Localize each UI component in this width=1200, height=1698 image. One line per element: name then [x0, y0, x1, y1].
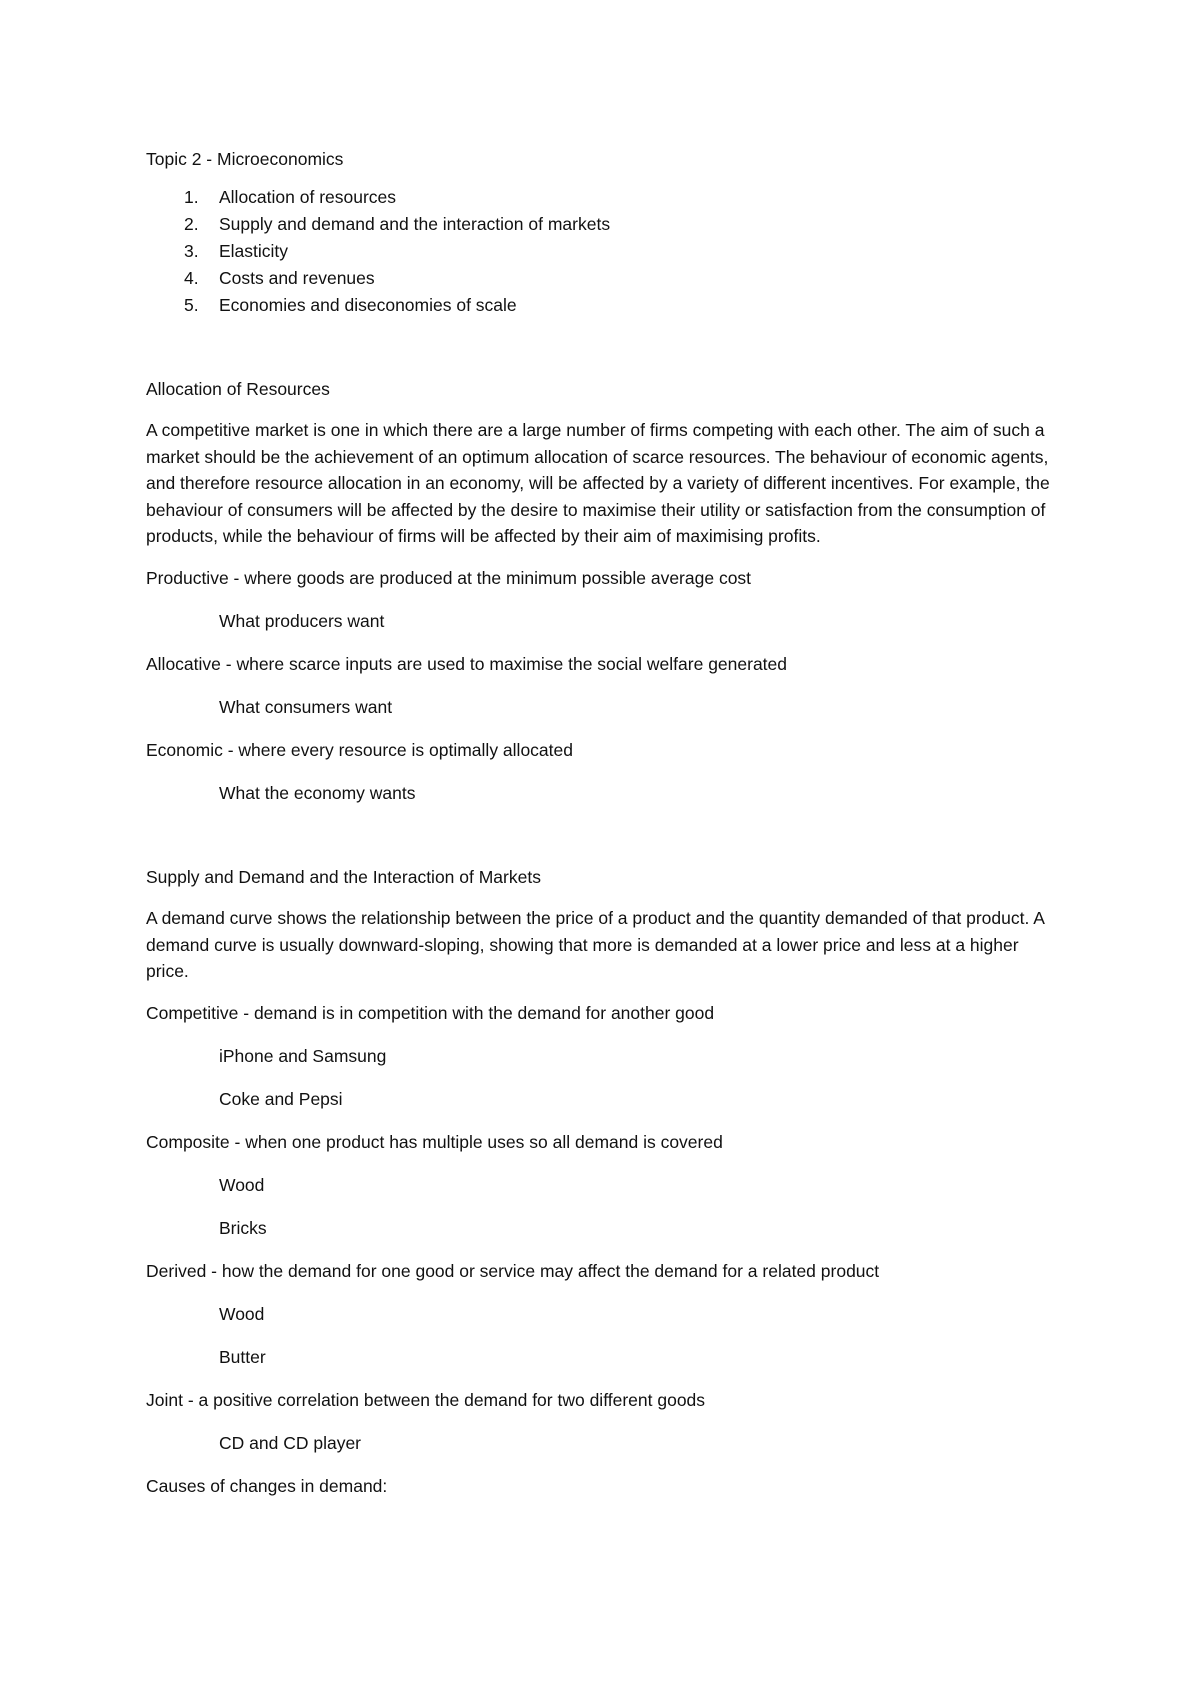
topic-list [146, 184, 1066, 319]
topic-list-item [146, 292, 1066, 319]
example-line: What consumers want [219, 696, 393, 717]
list-number: 4. [184, 268, 199, 288]
example-line: Wood [219, 1174, 265, 1195]
definition-line: Productive - where goods are produced at the minimum possible average cost [146, 567, 752, 588]
spacer [146, 823, 1066, 864]
example-line: CD and CD player [219, 1432, 361, 1453]
topic-list-item [146, 211, 1066, 238]
list-label: Economies and diseconomies of scale [219, 295, 517, 315]
example-line: Bricks [219, 1217, 267, 1238]
section-paragraph: A competitive market is one in which there are a large number of firms competing with each other. The aim of such a market should be the achievement of an optimum allocation of scarce resources. The behaviour of economic agents, and therefore resource allocation in an economy, will be affected by a variety of different incentives. For example, the behaviour of consumers will be affected by the desire to maximise their utility or satisfaction from the consumption of products, while the behaviour of firms will be affected by their aim of maximising profits. [146, 420, 1050, 547]
list-number: 3. [184, 241, 199, 261]
list-label: Allocation of resources [219, 187, 397, 207]
topic-list-item [146, 184, 1066, 211]
document-title: Topic 2 - Microeconomics [146, 149, 344, 169]
closing-line: Causes of changes in demand: [146, 1475, 388, 1496]
spacer [146, 319, 1066, 376]
list-label: Supply and demand and the interaction of markets [219, 214, 611, 234]
definition-line: Allocative - where scarce inputs are used to maximise the social welfare generated [146, 653, 788, 674]
example-line: What the economy wants [219, 782, 416, 803]
topic-list-item [146, 238, 1066, 265]
example-line: Wood [219, 1303, 265, 1324]
list-number: 2. [184, 214, 199, 234]
list-number: 1. [184, 187, 199, 207]
section-paragraph: A demand curve shows the relationship between the price of a product and the quantity demanded of that product. A demand curve is usually downward-sloping, showing that more is demanded at a lower price and less at a higher price. [146, 907, 1044, 982]
definition-line: Competitive - demand is in competition with the demand for another good [146, 1002, 715, 1023]
definition-line: Composite - when one product has multiple uses so all demand is covered [146, 1131, 723, 1152]
example-line: Butter [219, 1346, 266, 1367]
list-label: Costs and revenues [219, 268, 375, 288]
definition-line: Economic - where every resource is optimally allocated [146, 739, 573, 760]
example-line: iPhone and Samsung [219, 1045, 387, 1066]
topic-list-item [146, 265, 1066, 292]
definition-line: Derived - how the demand for one good or service may affect the demand for a related product [146, 1260, 880, 1281]
example-line: What producers want [219, 610, 385, 631]
list-number: 5. [184, 295, 199, 315]
document-body [146, 146, 1066, 1516]
definition-line: Joint - a positive correlation between the demand for two different goods [146, 1389, 706, 1410]
list-label: Elasticity [219, 241, 289, 261]
section-heading: Allocation of Resources [146, 379, 330, 399]
example-line: Coke and Pepsi [219, 1088, 343, 1109]
section-heading: Supply and Demand and the Interaction of Markets [146, 866, 541, 887]
